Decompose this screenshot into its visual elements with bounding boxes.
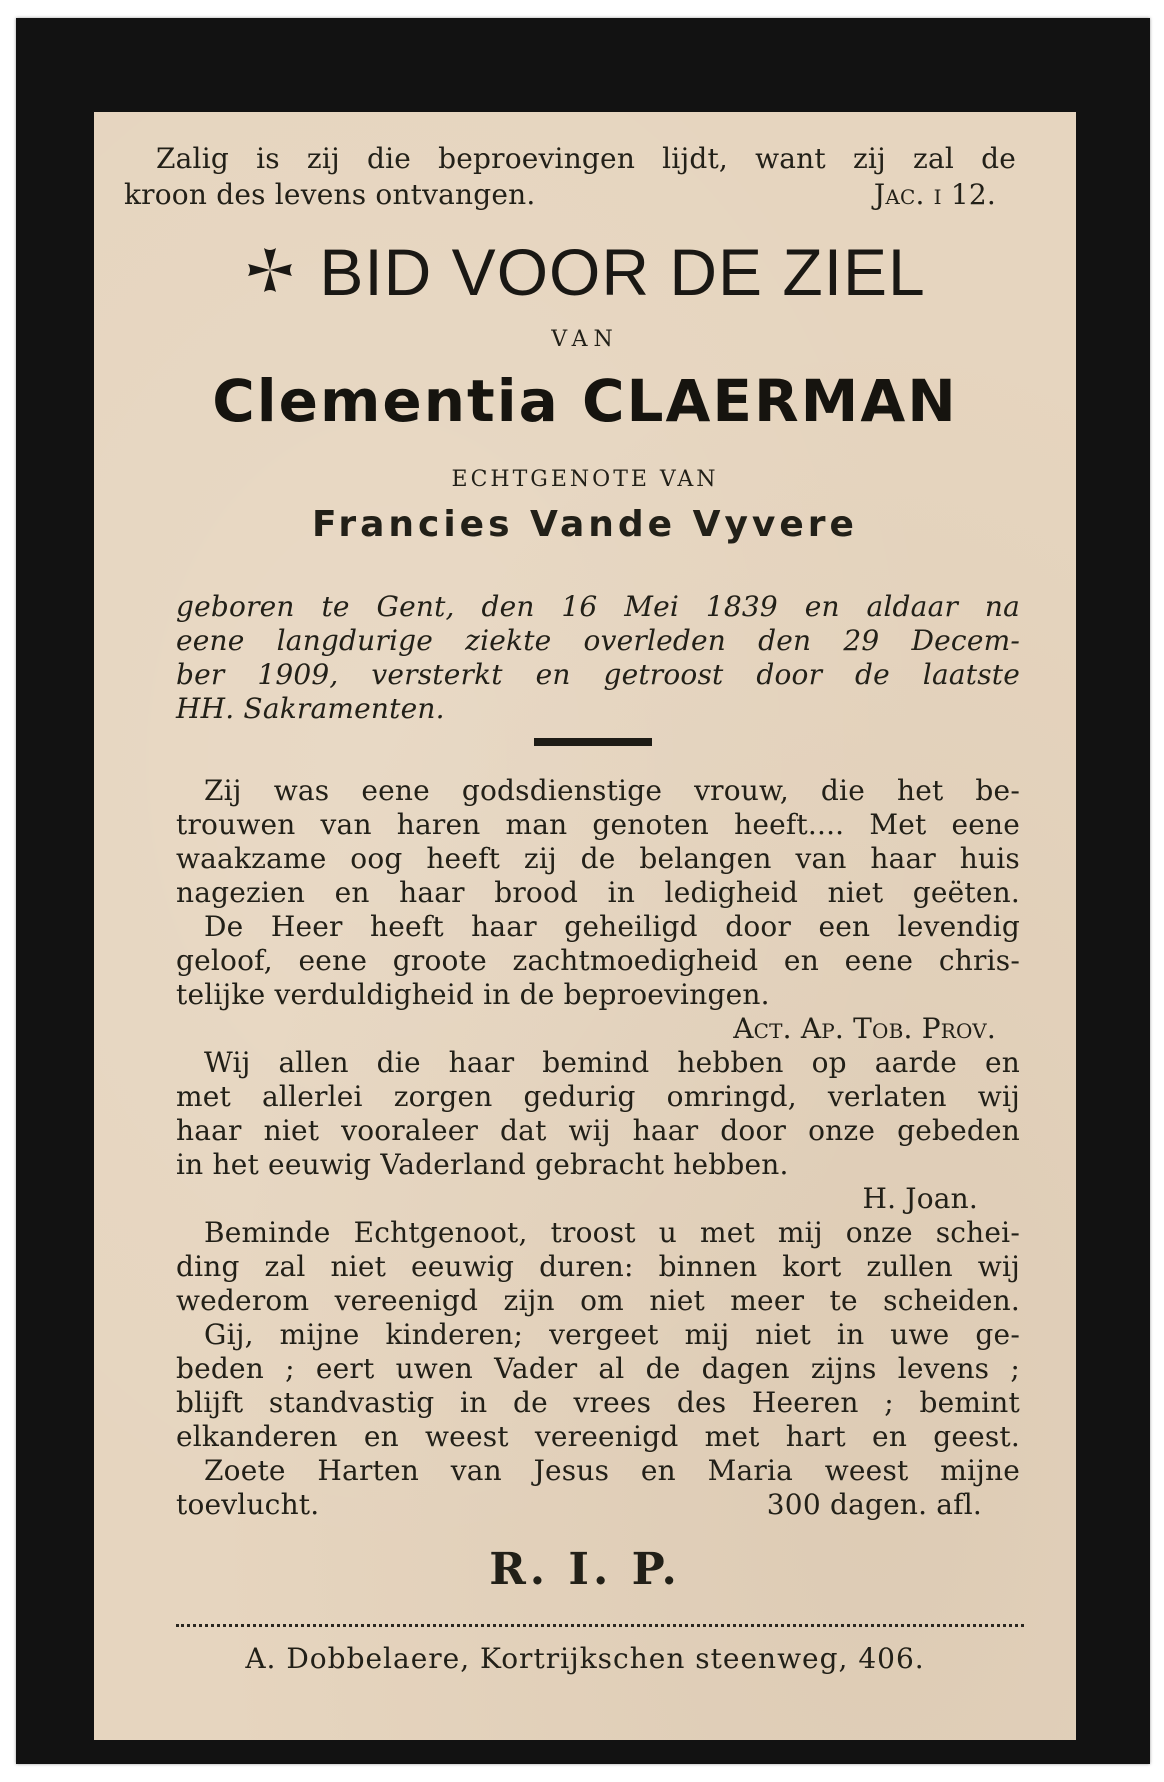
van-label: VAN	[551, 327, 619, 352]
printer-imprint: A. Dobbelaere, Kortrijkschen steenweg, 406.	[245, 1642, 925, 1675]
biography-line: eene langdurige ziekte overleden den 29 Decem-	[176, 624, 1020, 657]
card-paper	[94, 112, 1076, 1740]
paragraph6-line: toevlucht.	[176, 1488, 320, 1521]
paragraph3-reference: H. Joan.	[862, 1182, 978, 1215]
biography-line: ber 1909, versterkt en getroost door de laatste	[176, 658, 1020, 691]
paragraph1-line: Zij was eene godsdienstige vrouw, die het be-	[204, 774, 1020, 807]
paragraph2-reference: Act. Ap. Tob. Prov.	[733, 1012, 996, 1045]
title-row	[94, 234, 1076, 310]
paragraph3-line: Wij allen die haar bemind hebben op aarde en	[204, 1046, 1020, 1079]
paragraph2-line: telijke verduldigheid in de beproevingen.	[176, 978, 770, 1011]
paragraph2-line: geloof, eene groote zachtmoedigheid en eene chris-	[176, 944, 1020, 977]
paragraph1-line: waakzame oog heeft zij de belangen van haar huis	[176, 842, 1020, 875]
spouse-name: Francies Vande Vyvere	[312, 504, 858, 545]
epigraph-reference: Jac. i 12.	[873, 178, 996, 211]
cross-pattee-icon	[244, 244, 296, 300]
paragraph4-line: wederom vereenigd zijn om niet meer te scheiden.	[176, 1284, 1020, 1317]
paragraph4-line: ding zal niet eeuwig duren: binnen kort zullen wij	[176, 1250, 1020, 1283]
epigraph-line-2: kroon des levens ontvangen.	[124, 178, 536, 211]
divider-bar	[534, 738, 652, 746]
indulgence-note: 300 dagen. afl.	[766, 1488, 982, 1521]
deceased-name: Clementia CLAERMAN	[212, 367, 958, 435]
paragraph1-line: trouwen van haren man genoten heeft.... Met eene	[176, 808, 1020, 841]
paragraph3-line: in het eeuwig Vaderland gebracht hebben.	[176, 1148, 789, 1181]
paragraph5-line: elkanderen en weest vereenigd met hart en geest.	[176, 1420, 1020, 1453]
dotted-divider	[176, 1624, 1024, 1627]
paragraph1-line: nagezien en haar brood in ledigheid niet geëten.	[176, 876, 1020, 909]
paragraph2-line: De Heer heeft haar geheiligd door een levendig	[204, 910, 1020, 943]
paragraph3-line: met allerlei zorgen gedurig omringd, verlaten wij	[176, 1080, 1020, 1113]
biography-line: HH. Sakramenten.	[176, 692, 445, 725]
paragraph5-line: blijft standvastig in de vrees des Heeren ; bemint	[176, 1386, 1020, 1419]
rip-closing: R. I. P.	[489, 1544, 681, 1595]
paragraph4-line: Beminde Echtgenoot, troost u met mij onze schei-	[204, 1216, 1020, 1249]
paragraph5-line: beden ; eert uwen Vader al de dagen zijns levens ;	[176, 1352, 1020, 1385]
paragraph5-line: Gij, mijne kinderen; vergeet mij niet in uwe ge-	[204, 1318, 1020, 1351]
relation-label: ECHTGENOTE VAN	[451, 467, 719, 492]
memorial-card	[16, 18, 1150, 1764]
epigraph-line-1: Zalig is zij die beproevingen lijdt, want zij zal de	[156, 142, 1016, 175]
biography-line: geboren te Gent, den 16 Mei 1839 en aldaar na	[176, 590, 1020, 623]
paragraph6-line: Zoete Harten van Jesus en Maria weest mijne	[204, 1454, 1020, 1487]
paragraph3-line: haar niet vooraleer dat wij haar door onze gebeden	[176, 1114, 1020, 1147]
page-title: BID VOOR DE ZIEL	[319, 235, 926, 309]
